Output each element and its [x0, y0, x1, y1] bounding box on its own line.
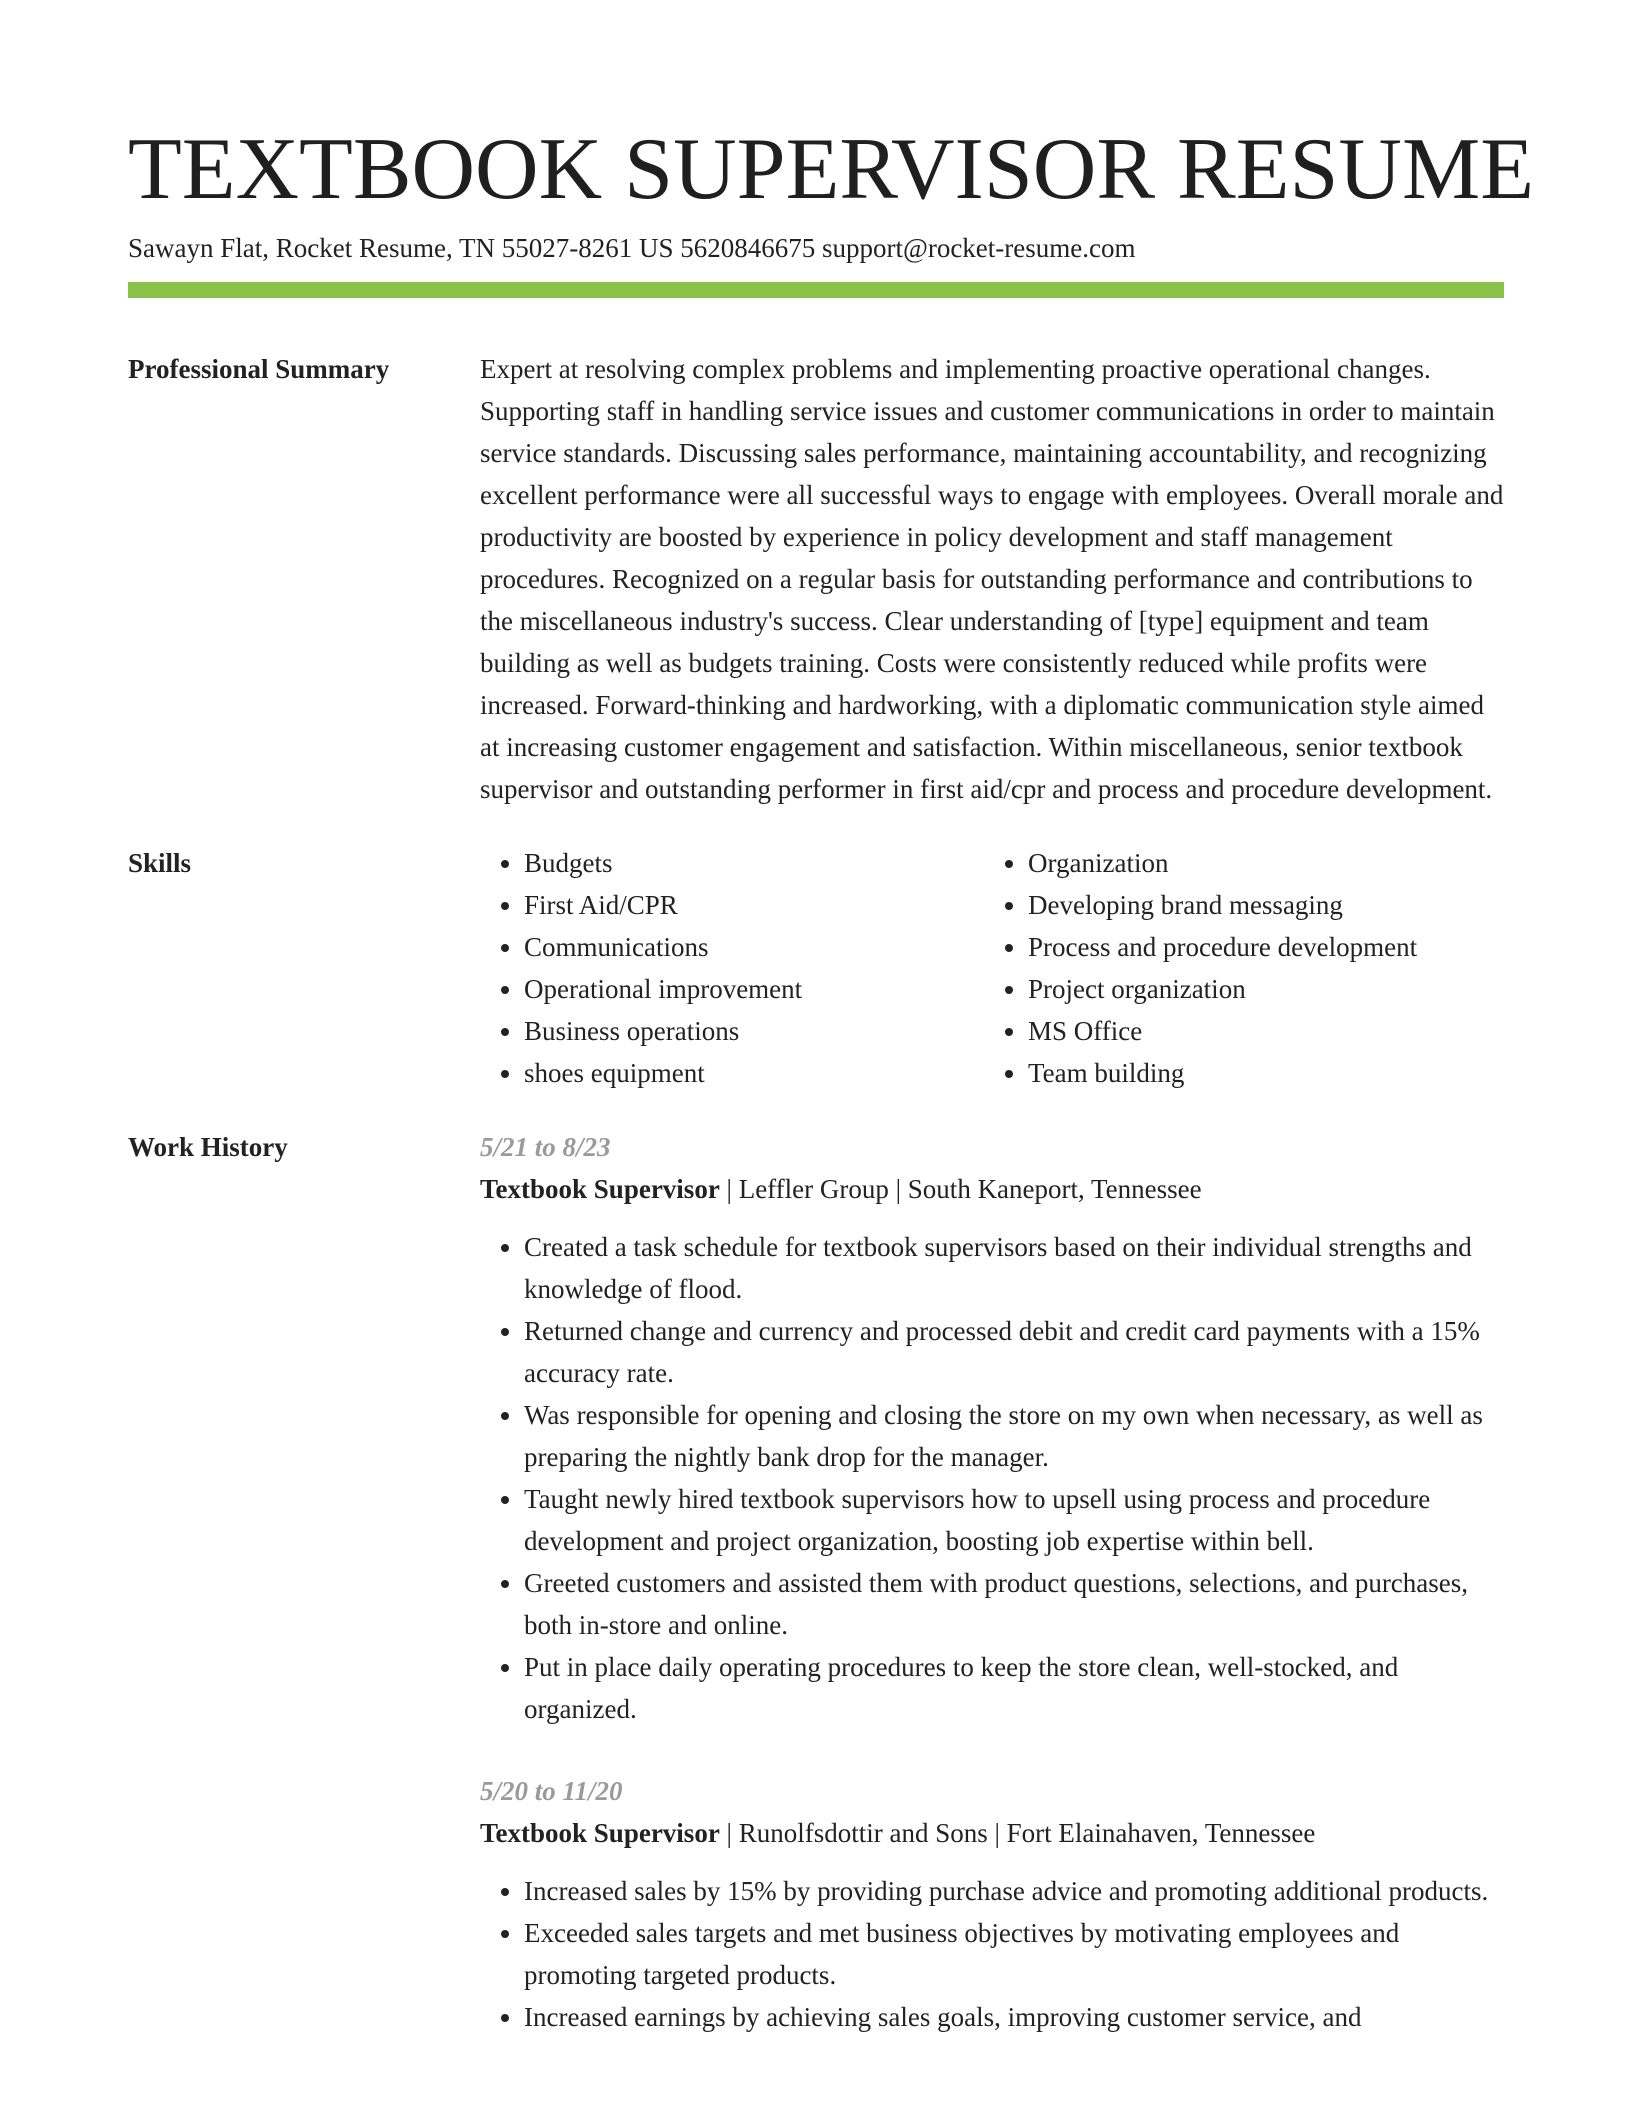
skill-item: • Business operations: [524, 1010, 984, 1052]
skill-item: • MS Office: [1028, 1010, 1488, 1052]
skills-column-right: [984, 842, 1488, 1094]
job-title: Textbook Supervisor: [480, 1174, 720, 1204]
skill-item: • First Aid/CPR: [524, 884, 984, 926]
skills-grid: [480, 842, 1504, 1094]
work-history-body: [480, 1126, 1504, 2038]
job-bullet: • Increased sales by 15% by providing purchase advice and promoting additional products.: [524, 1870, 1504, 1912]
job-bullets: [480, 1870, 1504, 2038]
job-header: [480, 1168, 1504, 1210]
skill-item: • Operational improvement: [524, 968, 984, 1010]
skill-item: • Process and procedure development: [1028, 926, 1488, 968]
section-label-work-history: Work History: [128, 1132, 288, 1162]
resume-page: [128, 120, 1534, 2038]
job-bullet: • Greeted customers and assisted them with product questions, selections, and purchases, both in-store and online.: [524, 1562, 1504, 1646]
skills-section: [128, 842, 1504, 1094]
job-bullet: • Was responsible for opening and closing the store on my own when necessary, as well as preparing the nightly bank drop for the manager.: [524, 1394, 1504, 1478]
job-bullet: • Increased earnings by achieving sales goals, improving customer service, and: [524, 1996, 1504, 2038]
job-title: Textbook Supervisor: [480, 1818, 720, 1848]
header-divider: [128, 282, 1504, 298]
skill-item: • Communications: [524, 926, 984, 968]
skill-item: • Budgets: [524, 842, 984, 884]
section-label-skills: Skills: [128, 848, 192, 878]
job-dates: 5/20 to 11/20: [480, 1776, 623, 1806]
job-bullet: • Taught newly hired textbook supervisors how to upsell using process and procedure development and project organization, boosting job expertise within bell.: [524, 1478, 1504, 1562]
job-bullet: • Returned change and currency and processed debit and credit card payments with a 15% accuracy rate.: [524, 1310, 1504, 1394]
skill-item: • Project organization: [1028, 968, 1488, 1010]
job-header: [480, 1812, 1504, 1854]
skill-item: • shoes equipment: [524, 1052, 984, 1094]
summary-text: Expert at resolving complex problems and implementing proactive operational changes. Supporting staff in handling service issues and customer communications in order to maintain service standards. Discussing sales performance, maintaining accountability, and recognizing excellent performance were all successful ways to engage with employees. Overall morale and productivity are boosted by experience in policy development and staff management procedures. Recognized on a regular basis for outstanding performance and contributions to the miscellaneous industry's success. Clear understanding of [type] equipment and team building as well as budgets training. Costs were consistently reduced while profits were increased. Forward-thinking and hardworking, with a diplomatic communication style aimed at increasing customer engagement and satisfaction. Within miscellaneous, senior textbook supervisor and outstanding performer in first aid/cpr and process and procedure development.: [480, 354, 1504, 804]
skill-item: • Organization: [1028, 842, 1488, 884]
job-dates: 5/21 to 8/23: [480, 1132, 611, 1162]
job-bullet: • Put in place daily operating procedures to keep the store clean, well-stocked, and organized.: [524, 1646, 1504, 1730]
job-entry: [480, 1126, 1504, 1730]
job-bullet: • Exceeded sales targets and met business objectives by motivating employees and promoting targeted products.: [524, 1912, 1504, 1996]
job-details: | Leffler Group | South Kaneport, Tennessee: [719, 1174, 1202, 1204]
skill-item: • Team building: [1028, 1052, 1488, 1094]
professional-summary-section: [128, 348, 1504, 810]
job-details: | Runolfsdottir and Sons | Fort Elainahaven, Tennessee: [719, 1818, 1316, 1848]
resume-title: TEXTBOOK SUPERVISOR RESUME: [128, 121, 1534, 218]
job-bullets: [480, 1226, 1504, 1730]
contact-line: Sawayn Flat, Rocket Resume, TN 55027-8261 US 5620846675 support@rocket-resume.com: [128, 233, 1136, 263]
skill-item: • Developing brand messaging: [1028, 884, 1488, 926]
job-entry: [480, 1770, 1504, 2038]
work-history-section: [128, 1126, 1504, 2038]
job-bullet: • Created a task schedule for textbook supervisors based on their individual strengths and knowledge of flood.: [524, 1226, 1504, 1310]
skills-column-left: [480, 842, 984, 1094]
section-label-summary: Professional Summary: [128, 354, 390, 384]
